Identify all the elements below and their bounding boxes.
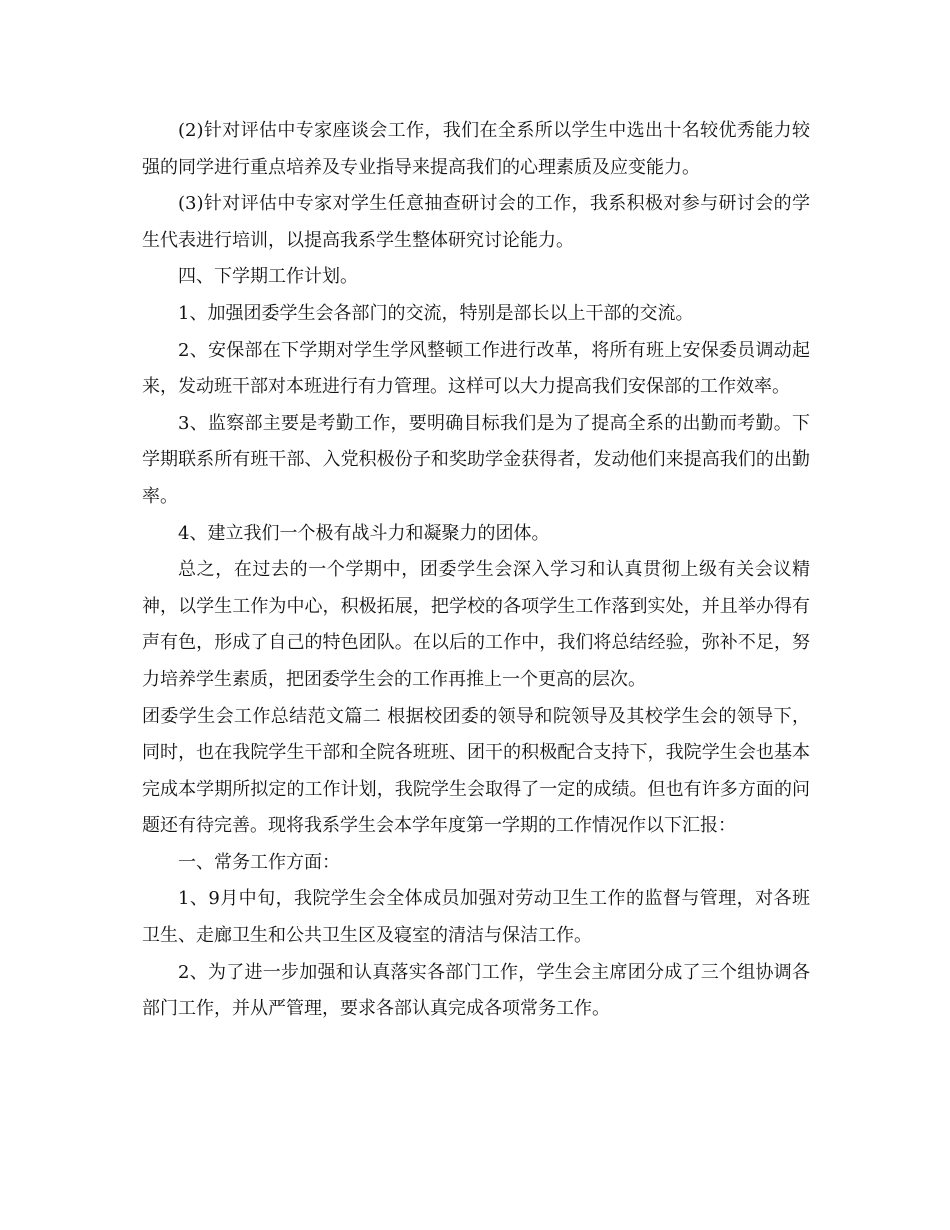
paragraph-routine-item-2: 2、为了进一步加强和认真落实各部门工作，学生会主席团分成了三个组协调各部门工作，并从严管理，要求各部认真完成各项常务工作。 bbox=[142, 961, 810, 1020]
paragraph-evaluation-seminar: (2)针对评估中专家座谈会工作，我们在全系所以学生中选出十名较优秀能力较强的同学进行重点培养及专业指导来提高我们的心理素质及应变能力。 bbox=[142, 120, 810, 178]
section-two-text: 根据校团委的领导和院领导及其校学生会的领导下，同时，也在我院学生干部和全院各班班、团干的积极配合支持下，我院学生会也基本完成本学期所拟定的工作计划，我院学生会取得了一定的成绩。但也有许多方面的问题还有待完善。现将我系学生会本学年度第一学期的工作情况作以下汇报： bbox=[142, 705, 810, 837]
paragraph-plan-item-2: 2、安保部在下学期对学生学风整顿工作进行改革，将所有班上安保委员调动起来，发动班干部对本班进行有力管理。这样可以大力提高我们安保部的工作效率。 bbox=[142, 339, 810, 398]
section-two-intro bbox=[142, 699, 810, 845]
paragraph-evaluation-spot-check: (3)针对评估中专家对学生任意抽查研讨会的工作，我系积极对参与研讨会的学生代表进行培训，以提高我系学生整体研究讨论能力。 bbox=[142, 193, 810, 251]
paragraph-plan-item-3: 3、监察部主要是考勤工作，要明确目标我们是为了提高全系的出勤而考勤。下学期联系所有班干部、入党积极份子和奖助学金获得者，发动他们来提高我们的出勤率。 bbox=[142, 412, 810, 507]
paragraph-plan-item-4: 4、建立我们一个极有战斗力和凝聚力的团体。 bbox=[178, 522, 550, 544]
paragraph-routine-item-1: 1、9月中旬，我院学生会全体成员加强对劳动卫生工作的监督与管理，对各班卫生、走廊卫生和公共卫生区及寝室的清洁与保洁工作。 bbox=[142, 888, 810, 947]
paragraph-plan-item-1: 1、加强团委学生会各部门的交流，特别是部长以上干部的交流。 bbox=[178, 302, 694, 324]
document-body bbox=[142, 113, 810, 1028]
heading-next-term-plan: 四、下学期工作计划。 bbox=[178, 266, 358, 288]
paragraph-conclusion: 总之，在过去的一个学期中，团委学生会深入学习和认真贯彻上级有关会议精神，以学生工作为中心，积极拓展，把学校的各项学生工作落到实处，并且举办得有声有色，形成了自己的特色团队。在以后的工作中，我们将总结经验，弥补不足，努力培养学生素质，把团委学生会的工作再推上一个更高的层次。 bbox=[142, 559, 810, 690]
section-two-title: 团委学生会工作总结范文篇二 bbox=[142, 705, 382, 727]
heading-routine-work: 一、常务工作方面： bbox=[178, 851, 340, 873]
